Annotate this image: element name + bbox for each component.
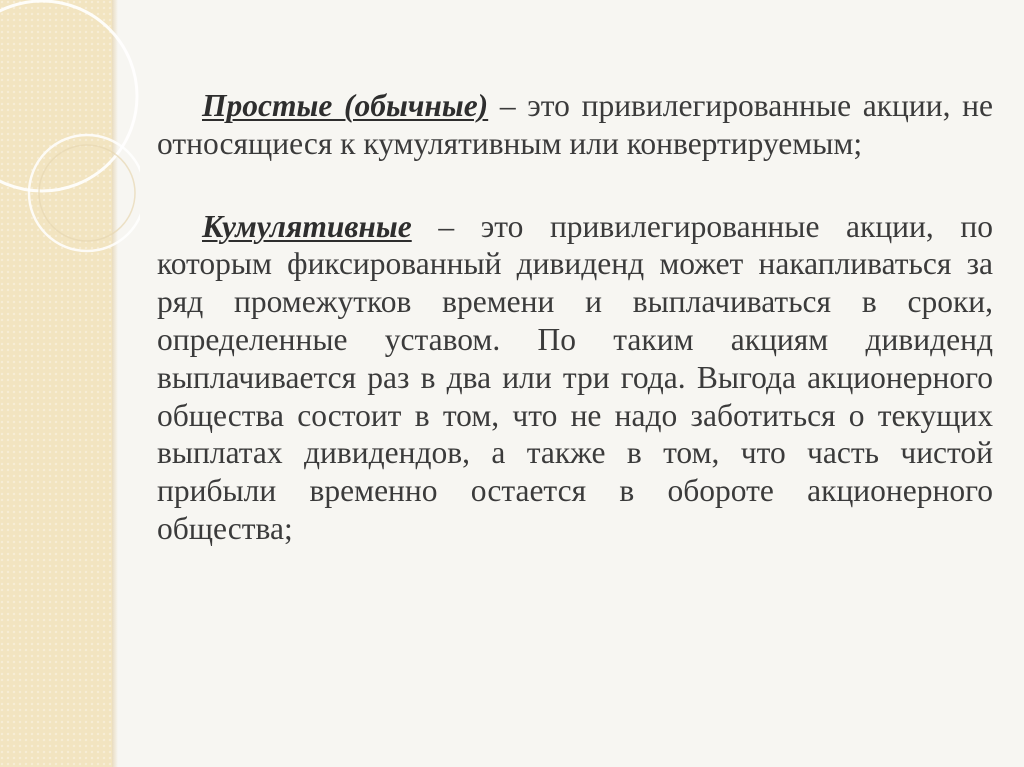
term-cumulative-shares: Кумулятивные xyxy=(202,208,412,244)
slide-body xyxy=(157,87,993,548)
term-simple-shares: Простые (обычные) xyxy=(202,88,489,123)
definition-cumulative-shares: – это привилегированные акции, по которым фиксированный дивиденд может накапливаться за ряд промежутков времени и выплачиваться в сроки, определенные уставом. По таким акциям дивиденд выплачивается раз в два или три года. Выгода акционерного общества состоит в том, что не надо заботиться о текущих выплатах дивидендов, а также в том, что часть чистой прибыли временно остается в обороте акционерного общества; xyxy=(157,208,993,546)
paragraph-cumulative-shares xyxy=(157,208,993,548)
paragraph-simple-shares xyxy=(157,87,993,163)
definition-simple-shares: – это привилегированные акции, не относящиеся к кумулятивным или конвертируемым; xyxy=(157,88,993,161)
ornament-circle-inner xyxy=(39,145,135,241)
ornament-circle-small xyxy=(29,135,140,251)
ornament-circle-large xyxy=(0,1,137,191)
decorative-circles-ornament xyxy=(0,0,140,320)
